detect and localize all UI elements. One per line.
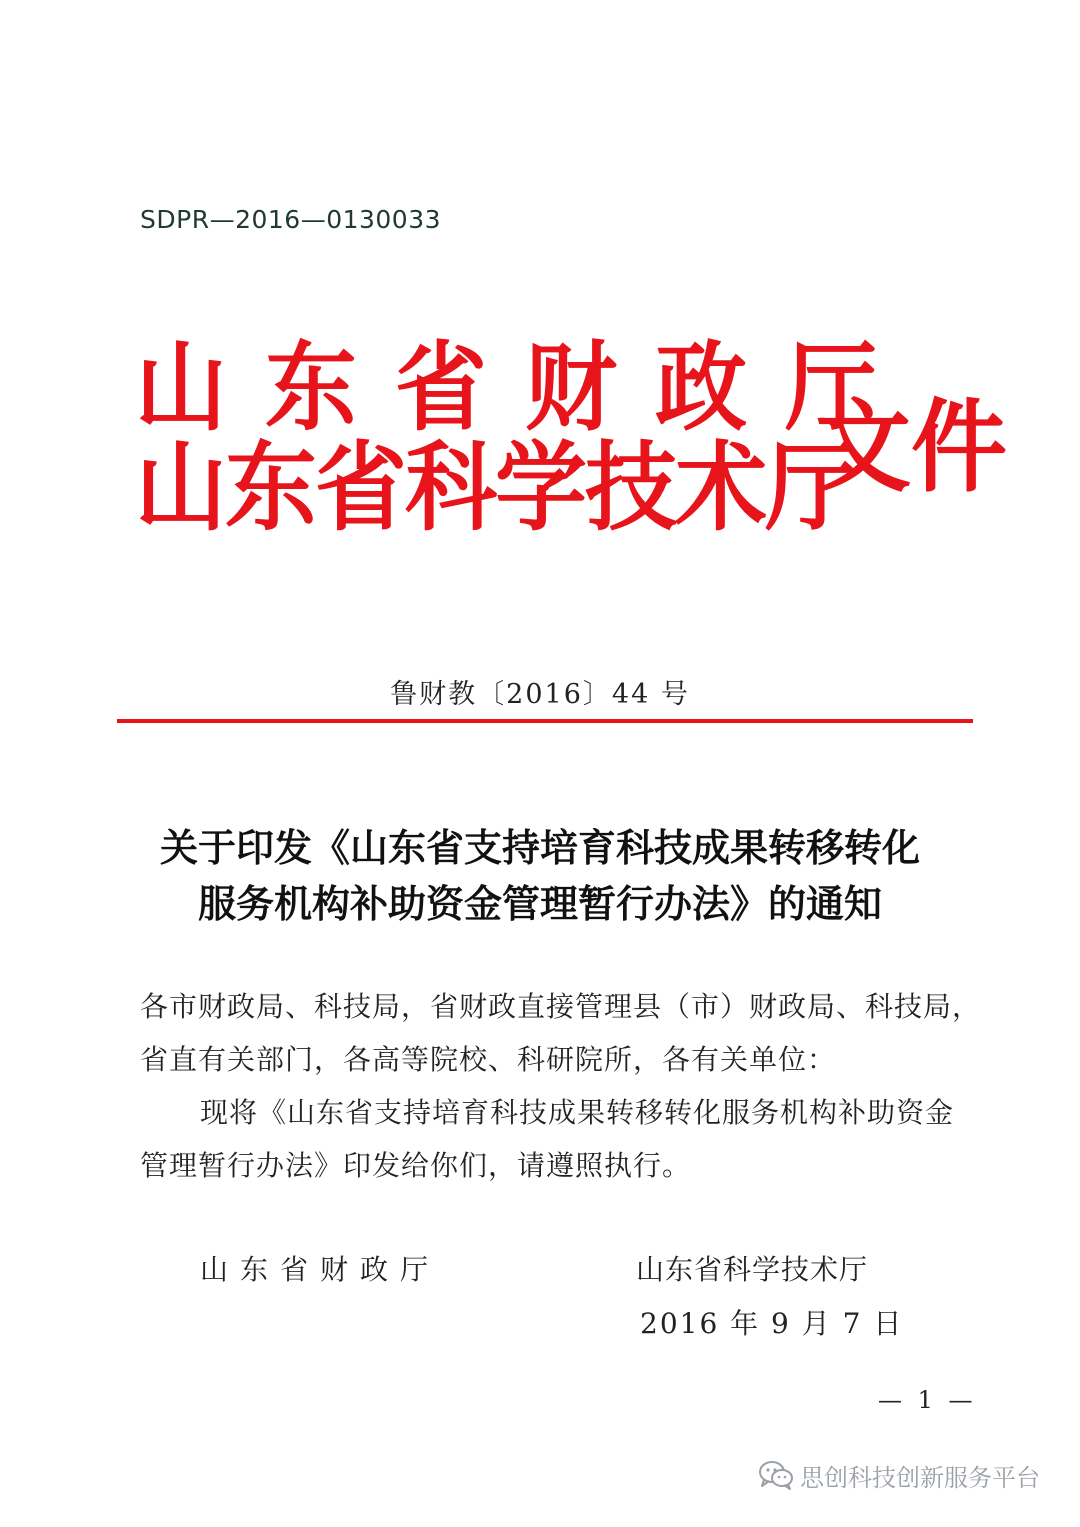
wechat-icon [758,1460,794,1490]
masthead-issuer-finance: 山东省财政厅 [135,330,916,445]
signature-science-dept: 山东省科学技术厅 [636,1253,869,1286]
masthead-issuer-science: 山东省科学技术厅 [135,430,856,545]
red-divider [117,719,973,723]
body-line: 现将《山东省支持培育科技成果转移转化服务机构补助资金 [200,1096,955,1129]
red-masthead [135,330,1007,555]
document-body [140,980,982,1192]
signature-date: 2016 年 9 月 7 日 [640,1307,904,1340]
document-title [0,820,1080,932]
document-number: 鲁财教〔2016〕44 号 [390,679,690,710]
signature-finance-dept: 山东省财政厅 [200,1253,441,1286]
page-number: — 1 — [878,1386,977,1414]
watermark [758,1458,1040,1492]
body-line: 省直有关部门，各高等院校、科研院所，各有关单位： [140,1043,837,1076]
watermark-text: 思创科技创新服务平台 [800,1463,1040,1492]
document-code: SDPR—2016—0130033 [140,205,442,234]
body-line: 管理暂行办法》印发给你们，请遵照执行。 [140,1149,692,1182]
title-line: 关于印发《山东省支持培育科技成果转移转化 [159,825,920,870]
title-line: 服务机构补助资金管理暂行办法》的通知 [197,881,882,926]
body-line: 各市财政局、科技局，省财政直接管理县（市）财政局、科技局， [140,990,982,1023]
masthead-doc-type: 文件 [815,387,1007,507]
